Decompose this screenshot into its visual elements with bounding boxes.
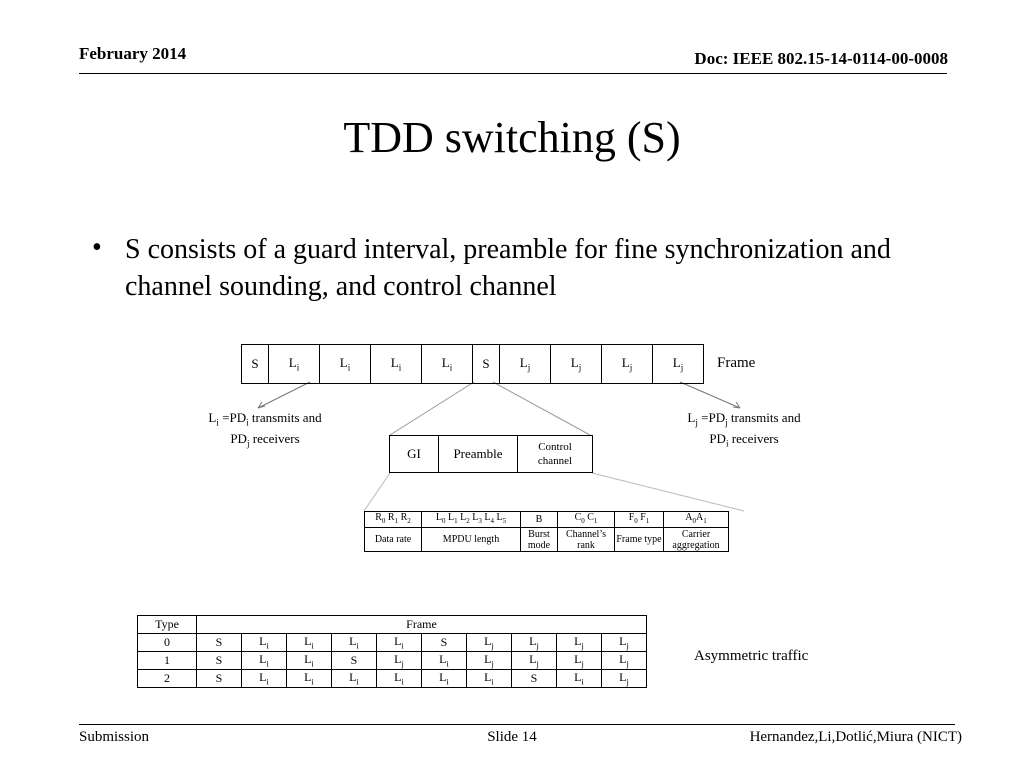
table-row — [138, 634, 647, 652]
slide-title: TDD switching (S) — [343, 113, 681, 162]
control-channel-cell: Control channel — [518, 436, 593, 473]
frame-slot: S — [197, 634, 242, 652]
field-mpdu-length: MPDU length — [422, 528, 521, 552]
frame-slot: $L_j$ — [557, 652, 602, 670]
frame-slot: S — [197, 670, 242, 688]
frame-slot: $L_j$ — [377, 652, 422, 670]
frame-slot: $L_i$ — [422, 652, 467, 670]
frame-slot: $L_i$ — [377, 634, 422, 652]
frame-label: Frame — [717, 355, 756, 371]
frame-slot: $L_j$ — [467, 652, 512, 670]
frame-slot: $L_i$ — [332, 670, 377, 688]
type-cell: 2 — [138, 670, 197, 688]
frame-slot: $L_j$ — [512, 634, 557, 652]
frame-slot: $L_j$ — [467, 634, 512, 652]
preamble-cell: Preamble — [439, 436, 518, 473]
frame-slot: S — [242, 345, 269, 384]
asymmetric-traffic-label: Asymmetric traffic — [694, 648, 809, 664]
frame-slot: S — [473, 345, 500, 384]
frame-slot: $L_i$ — [287, 634, 332, 652]
frame-slot: $L_j$ — [602, 652, 647, 670]
s-breakdown-table — [389, 435, 593, 473]
li-description: $L_i =PD_i$ transmits and $PD_j$ receivers — [208, 410, 322, 449]
frame-slot: $L_i$ — [287, 652, 332, 670]
type-cell: 1 — [138, 652, 197, 670]
bits-length: $L_0$ $L_1$ $L_2$ $L_3$ $L_4$ $L_5$ — [422, 512, 521, 528]
frame-slot: $L_i$ — [557, 670, 602, 688]
bits-frame-type: $F_0$ $F_1$ — [615, 512, 664, 528]
frame-slot: $L_j$ — [557, 634, 602, 652]
bits-rate: $R_0$ $R_1$ $R_2$ — [365, 512, 422, 528]
frame-slot: $L_i$ — [332, 634, 377, 652]
footer-slide-number: Slide 14 — [487, 729, 537, 745]
frame-slot: $L_i$ — [377, 670, 422, 688]
bullet-marker: • — [92, 232, 102, 263]
frame-slot: S — [512, 670, 557, 688]
type-table — [137, 615, 647, 688]
frame-slot: $L_i$ — [242, 634, 287, 652]
frame-slot: $L_i$ — [269, 345, 320, 384]
frame-slot: $L_i$ — [422, 345, 473, 384]
frame-slot: S — [332, 652, 377, 670]
control-fields-table — [364, 511, 729, 552]
footer-left: Submission — [79, 729, 150, 745]
footer-divider — [79, 724, 955, 725]
frame-slot: $L_i$ — [371, 345, 422, 384]
field-frame-type: Frame type — [615, 528, 664, 552]
type-header: Type — [138, 616, 197, 634]
frame-slot: $L_j$ — [551, 345, 602, 384]
bits-aggregation: $A_0A_1$ — [664, 512, 729, 528]
frame-slot: $L_i$ — [422, 670, 467, 688]
bits-rank: $C_0$ $C_1$ — [558, 512, 615, 528]
frame-slot: $L_i$ — [287, 670, 332, 688]
frame-slot: $L_j$ — [500, 345, 551, 384]
table-row — [138, 652, 647, 670]
bits-burst: B — [521, 512, 558, 528]
frame-slot: S — [422, 634, 467, 652]
frame-slot: $L_i$ — [242, 670, 287, 688]
lj-description: $L_j =PD_j$ transmits and $PD_i$ receivers — [687, 410, 801, 449]
frame-slot: S — [197, 652, 242, 670]
frame-slot: $L_i$ — [320, 345, 371, 384]
frame-table — [241, 344, 704, 384]
frame-header: Frame — [197, 616, 647, 634]
frame-slot: $L_j$ — [602, 345, 653, 384]
frame-slot: $L_i$ — [467, 670, 512, 688]
header-doc-id: Doc: IEEE 802.15-14-0114-00-0008 — [694, 49, 948, 68]
frame-slot: $L_j$ — [602, 634, 647, 652]
bullet-text: S consists of a guard interval, preamble for fine synchronization and channel sounding, and control channel — [125, 234, 891, 302]
type-cell: 0 — [138, 634, 197, 652]
table-row — [138, 670, 647, 688]
field-carrier-aggregation: Carrier aggregation — [664, 528, 729, 552]
frame-slot: $L_i$ — [242, 652, 287, 670]
frame-slot: $L_j$ — [512, 652, 557, 670]
gi-cell: GI — [390, 436, 439, 473]
field-burst-mode: Burst mode — [521, 528, 558, 552]
field-channel-rank: Channel’s rank — [558, 528, 615, 552]
footer-authors: Hernandez,Li,Dotlić,Miura (NICT) — [749, 729, 962, 745]
frame-slot: $L_j$ — [602, 670, 647, 688]
field-data-rate: Data rate — [365, 528, 422, 552]
header-date: February 2014 — [79, 44, 187, 63]
frame-slot: $L_j$ — [653, 345, 704, 384]
